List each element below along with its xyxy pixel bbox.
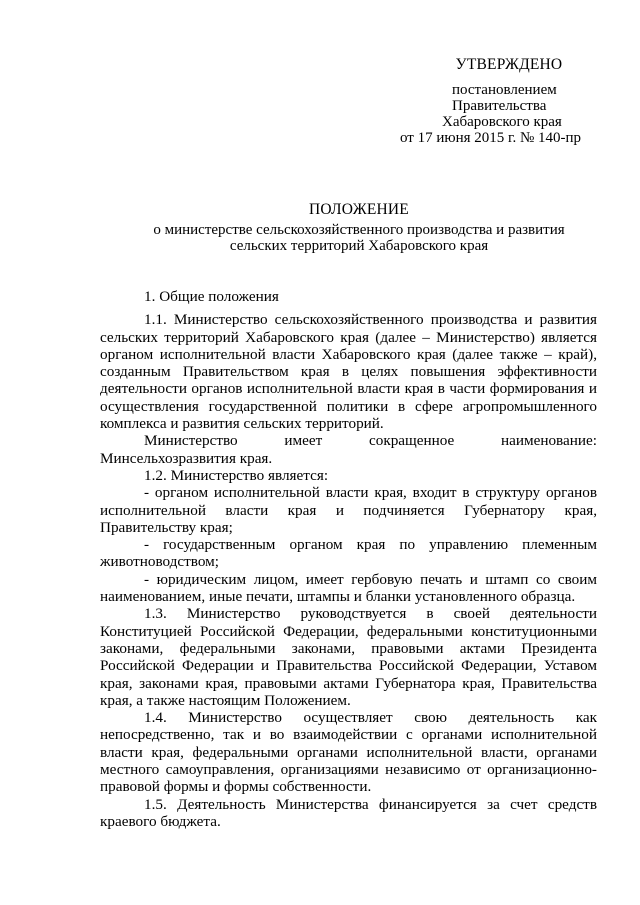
paragraph-1-5: 1.5. Деятельность Министерства финансируется за счет средств краевого бюджета.: [100, 795, 597, 830]
approval-stamp: [400, 56, 604, 146]
document-title: ПОЛОЖЕНИЕ: [309, 201, 409, 218]
paragraph-1-1-short-name: Министерство имеет сокращенное наименование: Минсельхозразвития края.: [100, 432, 597, 467]
subtitle-line-2: сельских территорий Хабаровского края: [229, 238, 489, 254]
paragraph-1-2-item-c: - юридическим лицом, имеет гербовую печать и штамп со своим наименованием, иные печати, штампы и бланки установленного образца.: [100, 570, 597, 606]
paragraph-1-2-item-a: - органом исполнительной власти края, входит в структуру органов исполнительной власти края и подчиняется Губернатору края, Правительству края;: [100, 484, 597, 536]
paragraph-1-1: 1.1. Министерство сельскохозяйственного производства и развития сельских территорий Хабаровского края (далее – Министерство) является органом исполнительной власти Хабаровского края (далее также – край), созданным Правительством края в целях повышения эффективности деятельности органов исполнительной власти края в части формирования и осуществления государственной политики в сфере агропромышленного комплекса и развития сельских территорий.: [100, 311, 597, 433]
subtitle-line-1: о министерстве сельскохозяйственного производства и развития: [153, 222, 565, 238]
approval-line-3: Хабаровского края: [442, 114, 562, 130]
document-subtitle: [80, 222, 638, 254]
paragraph-1-2-item-b: - государственным органом края по управлению племенным животноводством;: [100, 536, 597, 571]
approval-title: УТВЕРЖДЕНО: [455, 56, 563, 73]
approval-line-2: Правительства: [452, 98, 547, 114]
approval-line-1: постановлением: [452, 82, 557, 98]
section-heading: 1. Общие положения: [144, 288, 279, 305]
paragraph-1-4: 1.4. Министерство осуществляет свою деятельность как непосредственно, так и во взаимодействии с органами исполнительной власти края, федеральными органами исполнительной власти, органами местного самоуправления, организациями независимо от организационно-правовой формы и формы собственности.: [100, 709, 597, 796]
paragraph-1-2: 1.2. Министерство является:: [144, 466, 329, 484]
document-body: [100, 288, 597, 830]
approval-line-4: от 17 июня 2015 г. № 140-пр: [400, 130, 582, 146]
paragraph-1-3: 1.3. Министерство руководствуется в своей деятельности Конституцией Российской Федерации, федеральными конституционными законами, федеральными законами, правовыми актами Президента Российской Федерации и Правительства Российской Федерации, Уставом края, законами края, правовыми актами Губернатора края, Правительства края, а также настоящим Положением.: [100, 605, 597, 709]
